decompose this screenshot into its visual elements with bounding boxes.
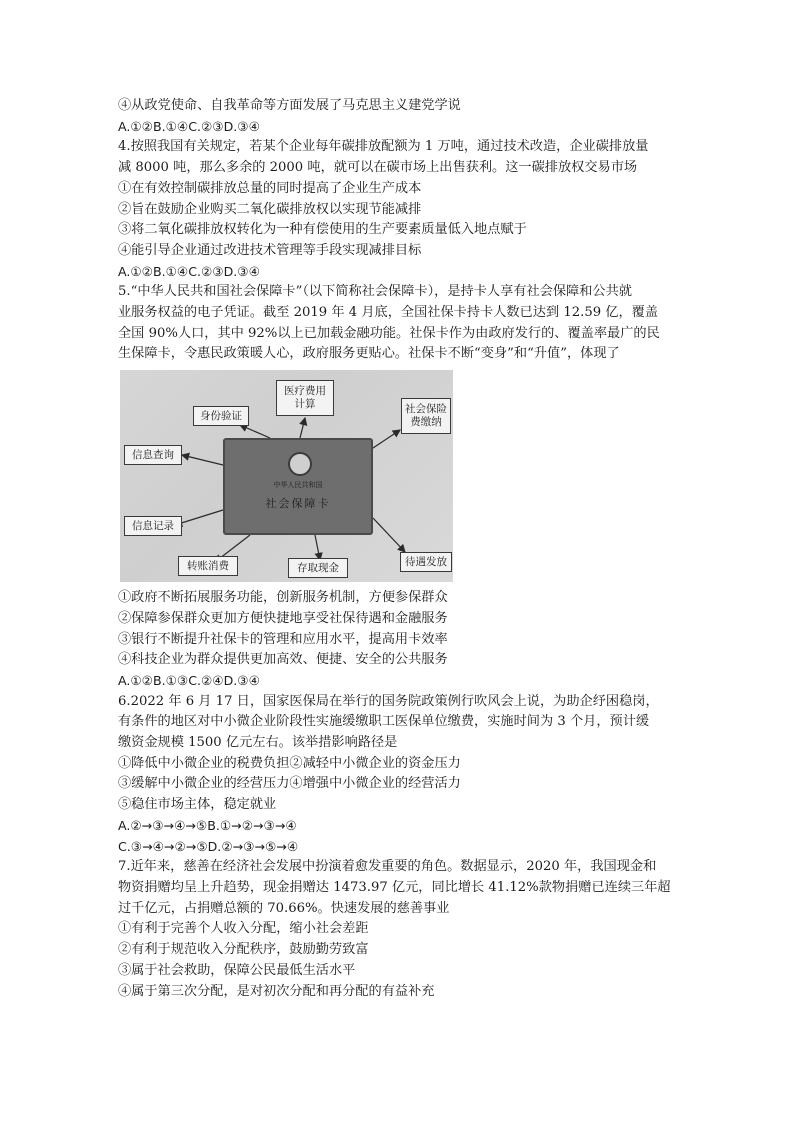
q6-stem-line: 6.2022 年 6 月 17 日，国家医保局在举行的国务院政策例行吹风会上说，为助企纾困稳岗， bbox=[118, 693, 659, 709]
social-security-card bbox=[223, 438, 373, 535]
q7-option-1: ①有利于完善个人收入分配，缩小社会差距 bbox=[118, 921, 369, 937]
q5-answers: A.①②B.①③C.②④D.③④ bbox=[118, 672, 260, 688]
q7-option-4: ④属于第三次分配，是对初次分配和再分配的有益补充 bbox=[118, 983, 435, 999]
q6-option-line: ①降低中小微企业的税费负担②减轻中小微企业的资金压力 bbox=[118, 755, 461, 771]
box-cash: 存取现金 bbox=[288, 558, 348, 578]
q6-option-line: ③缓解中小微企业的经营压力④增强中小微企业的经营活力 bbox=[118, 776, 461, 792]
q5-stem-line: 全国 90%人口，其中 92%以上已加载金融功能。社保卡作为由政府发行的、覆盖率最广的民 bbox=[118, 325, 660, 341]
q4-option-4: ④能引导企业通过改进技术管理等手段实现减排目标 bbox=[118, 242, 422, 258]
box-benefit: 待遇发放 bbox=[400, 552, 452, 572]
q5-stem-line: 业服务权益的电子凭证。截至 2019 年 4 月底，全国社保卡持卡人数已达到 12.59 亿，覆盖 bbox=[118, 305, 659, 321]
arrow-medical bbox=[300, 418, 305, 438]
arrow-identity bbox=[240, 425, 270, 438]
q6-option-line: ⑤稳住市场主体，稳定就业 bbox=[118, 797, 277, 813]
q4-stem-line: 4.按照我国有关规定，若某个企业每年碳排放配额为 1 万吨，通过技术改造，企业碳排放量 bbox=[118, 139, 649, 155]
q6-answers: A.②→③→④→⑤B.①→②→③→④ bbox=[118, 817, 297, 833]
arrow-info-record bbox=[175, 510, 223, 525]
arrow-cash bbox=[315, 535, 320, 560]
q7-stem-line: 7.近年来，慈善在经济社会发展中扮演着愈发重要的角色。数据显示，2020 年，我国现金和 bbox=[118, 859, 657, 875]
box-info-query: 信息查询 bbox=[124, 445, 182, 465]
q7-option-3: ③属于社会救助，保障公民最低生活水平 bbox=[118, 962, 356, 978]
q4-stem-line: 减 8000 吨，那么多余的 2000 吨，就可以在碳市场上出售获利。这一碳排放权交易市场 bbox=[118, 160, 638, 176]
q5-stem-line: 生保障卡，令惠民政策暖人心，政府服务更贴心。社保卡不断“变身”和“升值”，体现了 bbox=[118, 346, 620, 362]
box-insurance: 社会保险费缴纳 bbox=[401, 398, 451, 434]
q6-answers: C.③→④→②→⑤D.②→③→⑤→④ bbox=[118, 838, 299, 854]
exam-page bbox=[118, 96, 683, 1002]
box-medical: 医疗费用计算 bbox=[276, 380, 334, 416]
arrow-insurance bbox=[370, 430, 400, 450]
q6-stem-line: 有条件的地区对中小微企业阶段性实施缓缴职工医保单位缴费，实施时间为 3 个月，预计缓 bbox=[118, 714, 650, 730]
q5-option-1: ①政府不断拓展服务功能，创新服务机制，方便参保群众 bbox=[118, 590, 448, 606]
card-title: 社会保障卡 bbox=[265, 497, 331, 511]
q7-option-2: ②有利于规范收入分配秩序，鼓励勤劳致富 bbox=[118, 942, 369, 958]
box-identity: 身份验证 bbox=[193, 406, 249, 426]
q4-answers: A.①②B.①④C.②③D.③④ bbox=[118, 263, 260, 279]
q3-answers: A.①②B.①④C.②③D.③④ bbox=[118, 118, 260, 134]
q7-stem-line: 物资捐赠均呈上升趋势，现金捐赠达 1473.97 亿元，同比增长 41.12%款物捐赠已连续三年超 bbox=[118, 879, 671, 895]
q5-option-2: ②保障参保群众更加方便快捷地享受社保待遇和金融服务 bbox=[118, 610, 448, 626]
social-security-card-diagram bbox=[120, 370, 453, 582]
q5-option-4: ④科技企业为群众提供更加高效、便捷、安全的公共服务 bbox=[118, 652, 448, 668]
q4-option-2: ②旨在鼓励企业购买二氧化碳排放权以实现节能减排 bbox=[118, 201, 422, 217]
box-transfer: 转账消费 bbox=[178, 556, 238, 576]
q5-option-3: ③银行不断提升社保卡的管理和应用水平，提高用卡效率 bbox=[118, 631, 448, 647]
q3-option-4: ④从政党使命、自我革命等方面发展了马克思主义建党学说 bbox=[118, 98, 461, 113]
q5-stem-line: 5.“中华人民共和国社会保障卡”（以下简称社会保障卡），是持卡人享有社会保障和公共就 bbox=[118, 284, 632, 300]
national-emblem-icon bbox=[288, 452, 312, 476]
card-issuer: 中华人民共和国 bbox=[273, 481, 323, 490]
q7-stem-line: 过千亿元，占捐赠总额的 70.66%。快速发展的慈善事业 bbox=[118, 900, 450, 916]
q4-option-3: ③将二氧化碳排放权转化为一种有偿使用的生产要素质量低入地点赋于 bbox=[118, 222, 527, 238]
arrow-benefit bbox=[373, 518, 405, 552]
box-info-record: 信息记录 bbox=[124, 516, 182, 536]
q6-stem-line: 缴资金规模 1500 亿元左右。该举措影响路径是 bbox=[118, 735, 398, 751]
arrow-info-query bbox=[182, 455, 223, 465]
q4-option-1: ①在有效控制碳排放总量的同时提高了企业生产成本 bbox=[118, 180, 422, 196]
